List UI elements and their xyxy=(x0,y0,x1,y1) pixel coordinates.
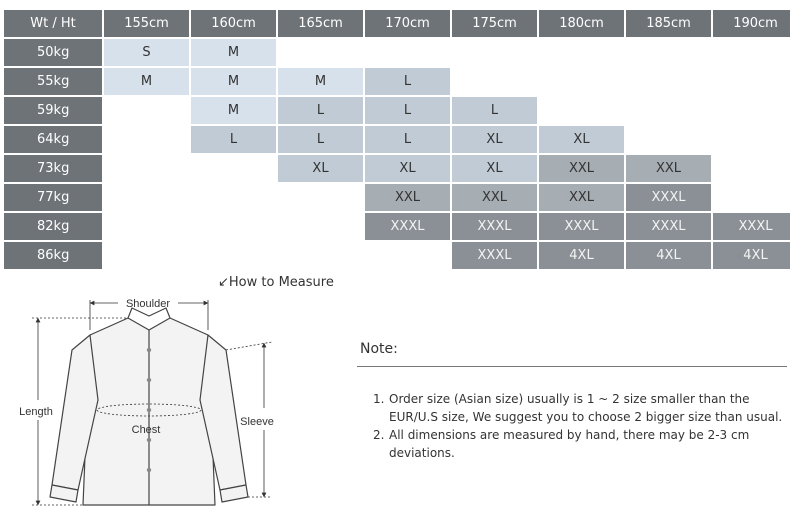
size-cell xyxy=(191,184,276,211)
size-cell: XL xyxy=(452,126,537,153)
size-cell: XL xyxy=(452,155,537,182)
height-column-header: 190cm xyxy=(713,10,790,37)
how-to-measure-label: How to Measure xyxy=(228,275,334,290)
size-cell: L xyxy=(365,126,450,153)
height-column-header: 170cm xyxy=(365,10,450,37)
height-column-header: 155cm xyxy=(104,10,189,37)
size-cell: XL xyxy=(365,155,450,182)
weight-row-header: 82kg xyxy=(4,213,102,240)
size-cell: 4XL xyxy=(626,242,711,269)
size-cell: L xyxy=(365,97,450,124)
size-cell: XL xyxy=(539,126,624,153)
note-list xyxy=(373,390,783,462)
size-cell: 4XL xyxy=(713,242,790,269)
size-cell xyxy=(452,39,537,66)
height-column-header: 180cm xyxy=(539,10,624,37)
size-cell: XXXL xyxy=(713,213,790,240)
size-cell: XL xyxy=(278,155,363,182)
size-cell: XXL xyxy=(539,184,624,211)
size-cell xyxy=(539,97,624,124)
size-cell xyxy=(539,39,624,66)
size-cell xyxy=(626,39,711,66)
size-cell: XXL xyxy=(626,155,711,182)
size-cell xyxy=(713,97,790,124)
size-cell xyxy=(713,184,790,211)
note-text: Order size (Asian size) usually is 1 ~ 2 size smaller than the EUR/U.S size, We suggest you to choose 2 bigger size than usual. xyxy=(389,392,783,424)
size-cell xyxy=(626,97,711,124)
length-label: Length xyxy=(19,406,53,418)
size-chart-table xyxy=(4,10,790,269)
note-number: 1. xyxy=(373,392,385,406)
shirt-measure-diagram xyxy=(10,290,290,515)
shoulder-label: Shoulder xyxy=(125,298,171,310)
weight-row-header: 86kg xyxy=(4,242,102,269)
size-cell xyxy=(104,97,189,124)
size-cell: XXL xyxy=(365,184,450,211)
weight-row-header: 73kg xyxy=(4,155,102,182)
size-cell xyxy=(278,39,363,66)
size-cell: XXXL xyxy=(452,213,537,240)
size-cell xyxy=(713,126,790,153)
size-cell xyxy=(191,155,276,182)
size-cell: M xyxy=(278,68,363,95)
weight-row-header: 77kg xyxy=(4,184,102,211)
note-item xyxy=(373,426,783,462)
size-cell: L xyxy=(365,68,450,95)
note-text: All dimensions are measured by hand, there may be 2-3 cm deviations. xyxy=(389,428,750,460)
weight-row-header: 59kg xyxy=(4,97,102,124)
size-cell xyxy=(278,184,363,211)
note-item xyxy=(373,390,783,426)
size-cell xyxy=(278,213,363,240)
size-cell xyxy=(365,242,450,269)
size-cell: L xyxy=(191,126,276,153)
size-cell xyxy=(104,213,189,240)
size-cell xyxy=(191,213,276,240)
height-column-header: 185cm xyxy=(626,10,711,37)
size-cell xyxy=(104,184,189,211)
size-cell: M xyxy=(191,39,276,66)
size-cell xyxy=(539,68,624,95)
size-cell xyxy=(713,68,790,95)
size-cell: S xyxy=(104,39,189,66)
size-cell: XXXL xyxy=(452,242,537,269)
height-column-header: 175cm xyxy=(452,10,537,37)
size-cell: XXL xyxy=(539,155,624,182)
size-cell: L xyxy=(278,126,363,153)
weight-row-header: 50kg xyxy=(4,39,102,66)
size-cell: 4XL xyxy=(539,242,624,269)
sleeve-label: Sleeve xyxy=(240,416,274,428)
size-cell: M xyxy=(191,68,276,95)
size-cell: XXL xyxy=(452,184,537,211)
size-cell xyxy=(191,242,276,269)
size-cell xyxy=(365,39,450,66)
size-cell: L xyxy=(452,97,537,124)
size-cell: XXXL xyxy=(626,213,711,240)
size-cell xyxy=(278,242,363,269)
table-corner-header: Wt / Ht xyxy=(4,10,102,37)
note-number: 2. xyxy=(373,428,385,442)
size-cell xyxy=(713,39,790,66)
arrow-icon: ↙ xyxy=(218,275,229,290)
size-cell: XXXL xyxy=(539,213,624,240)
size-cell: XXXL xyxy=(626,184,711,211)
note-title: Note: xyxy=(360,341,398,357)
height-column-header: 165cm xyxy=(278,10,363,37)
size-cell: XXXL xyxy=(365,213,450,240)
weight-row-header: 55kg xyxy=(4,68,102,95)
size-cell xyxy=(626,68,711,95)
size-cell: M xyxy=(104,68,189,95)
size-cell xyxy=(104,155,189,182)
size-cell: M xyxy=(191,97,276,124)
how-to-measure-title xyxy=(218,275,334,290)
size-cell xyxy=(713,155,790,182)
size-cell xyxy=(626,126,711,153)
size-cell: L xyxy=(278,97,363,124)
size-cell xyxy=(452,68,537,95)
chest-label: Chest xyxy=(131,424,161,436)
note-divider xyxy=(357,366,787,367)
weight-row-header: 64kg xyxy=(4,126,102,153)
height-column-header: 160cm xyxy=(191,10,276,37)
size-cell xyxy=(104,242,189,269)
size-cell xyxy=(104,126,189,153)
